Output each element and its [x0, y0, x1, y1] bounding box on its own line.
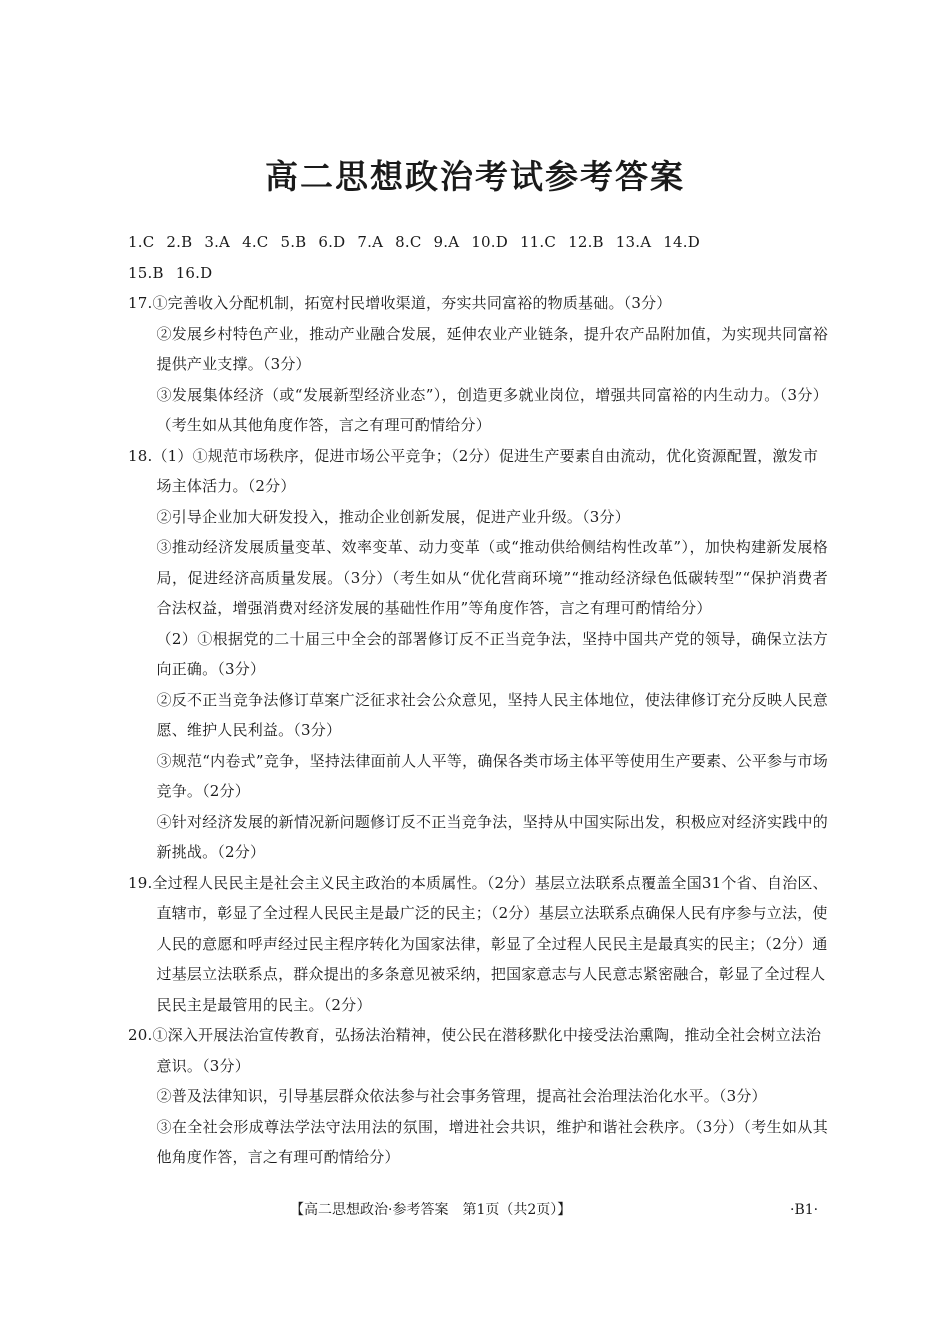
choice-answer: 7.A — [357, 233, 384, 251]
choice-answer: 4.C — [242, 233, 269, 251]
choice-answer: 6.D — [318, 233, 346, 251]
choice-answer: 3.A — [204, 233, 231, 251]
choice-answer: 12.B — [568, 233, 604, 251]
q17-paragraph-2: ②发展乡村特色产业，推动产业融合发展，延伸农业产业链条，提升农产品附加值，为实现共同富裕提供产业支撑。（3分） — [156, 324, 828, 373]
choice-answer: 16.D — [175, 263, 213, 282]
question-20 — [128, 1020, 828, 1173]
question-19 — [128, 868, 828, 1021]
choice-answer: 2.B — [166, 233, 193, 251]
q17-paragraph-1: 17.①完善收入分配机制，拓宽村民增收渠道，夯实共同富裕的物质基础。（3分） — [128, 294, 672, 312]
multiple-choice-answers-line-1 — [128, 227, 828, 258]
q18-paragraph-5: ②反不正当竞争法修订草案广泛征求社会公众意见，坚持人民主体地位，使法律修订充分反映人民意愿、维护人民利益。（3分） — [156, 690, 828, 739]
footer-page-code: ·B1· — [790, 1202, 819, 1218]
q18-paragraph-7: ④针对经济发展的新情况新问题修订反不正当竞争法，坚持从中国实际出发，积极应对经济实践中的新挑战。（2分） — [156, 812, 828, 861]
choice-answer: 14.D — [663, 233, 700, 251]
q20-paragraph-3: ③在全社会形成尊法学法守法用法的氛围，增进社会共识，维护和谐社会秩序。（3分）（考生如从其他角度作答，言之有理可酌情给分） — [156, 1117, 828, 1166]
q20-paragraph-2: ②普及法律知识，引导基层群众依法参与社会事务管理，提高社会治理法治化水平。（3分） — [156, 1087, 767, 1105]
choice-answer: 15.B — [128, 263, 164, 282]
choice-answer: 13.A — [615, 233, 652, 251]
choice-answer: 8.C — [395, 233, 422, 251]
q17-paragraph-3: ③发展集体经济（或“发展新型经济业态”），创造更多就业岗位，增强共同富裕的内生动力。（3分）（考生如从其他角度作答，言之有理可酌情给分） — [156, 385, 828, 434]
q18-paragraph-6: ③规范“内卷式”竞争，坚持法律面前人人平等，确保各类市场主体平等使用生产要素、公平参与市场竞争。（2分） — [156, 751, 828, 800]
q18-paragraph-3: ③推动经济发展质量变革、效率变革、动力变革（或“推动供给侧结构性改革”），加快构建新发展格局，促进经济高质量发展。（3分）（考生如从“优化营商环境”“推动经济绿色低碳转型”“保护消费者合法权益，增强消费对经济发展的基础性作用”等角度作答，言之有理可酌情给分） — [156, 538, 828, 617]
q18-paragraph-4: （2）①根据党的二十届三中全会的部署修订反不正当竞争法，坚持中国共产党的领导，确保立法方向正确。（3分） — [156, 629, 828, 678]
page-title: 高二思想政治考试参考答案 — [265, 157, 685, 196]
choice-answer: 9.A — [433, 233, 460, 251]
q20-paragraph-1: 20.①深入开展法治宣传教育，弘扬法治精神，使公民在潜移默化中接受法治熏陶，推动全社会树立法治意识。（3分） — [128, 1026, 822, 1075]
multiple-choice-answers-line-2 — [128, 258, 828, 289]
choice-answer: 11.C — [519, 233, 557, 251]
question-17 — [128, 288, 828, 441]
choice-answer: 5.B — [280, 233, 307, 251]
q18-paragraph-2: ②引导企业加大研发投入，推动企业创新发展，促进产业升级。（3分） — [156, 507, 630, 526]
choice-answer: 10.D — [471, 233, 508, 251]
q18-paragraph-1: 18.（1）①规范市场秩序，促进市场公平竞争；（2分）促进生产要素自由流动，优化资源配置，激发市场主体活力。（2分） — [128, 446, 819, 495]
q19-paragraph-1: 19.全过程人民民主是社会主义民主政治的本质属性。（2分）基层立法联系点覆盖全国31个省、自治区、直辖市，彰显了全过程人民民主是最广泛的民主；（2分）基层立法联系点确保人民有序参与立法，使人民的意愿和呼声经过民主程序转化为国家法律，彰显了全过程人民民主是最真实的民主；（2分）通过基层立法联系点，群众提出的多条意见被采纳，把国家意志与人民意志紧密融合，彰显了全过程人民民主是最管用的民主。（2分） — [128, 873, 828, 1014]
page-footer — [0, 1198, 950, 1222]
answer-content — [128, 227, 828, 1173]
question-18 — [128, 441, 828, 868]
choice-answer: 1.C — [128, 233, 155, 251]
footer-page-info: 【高二思想政治·参考答案 第1页（共2页）】 — [290, 1202, 572, 1218]
